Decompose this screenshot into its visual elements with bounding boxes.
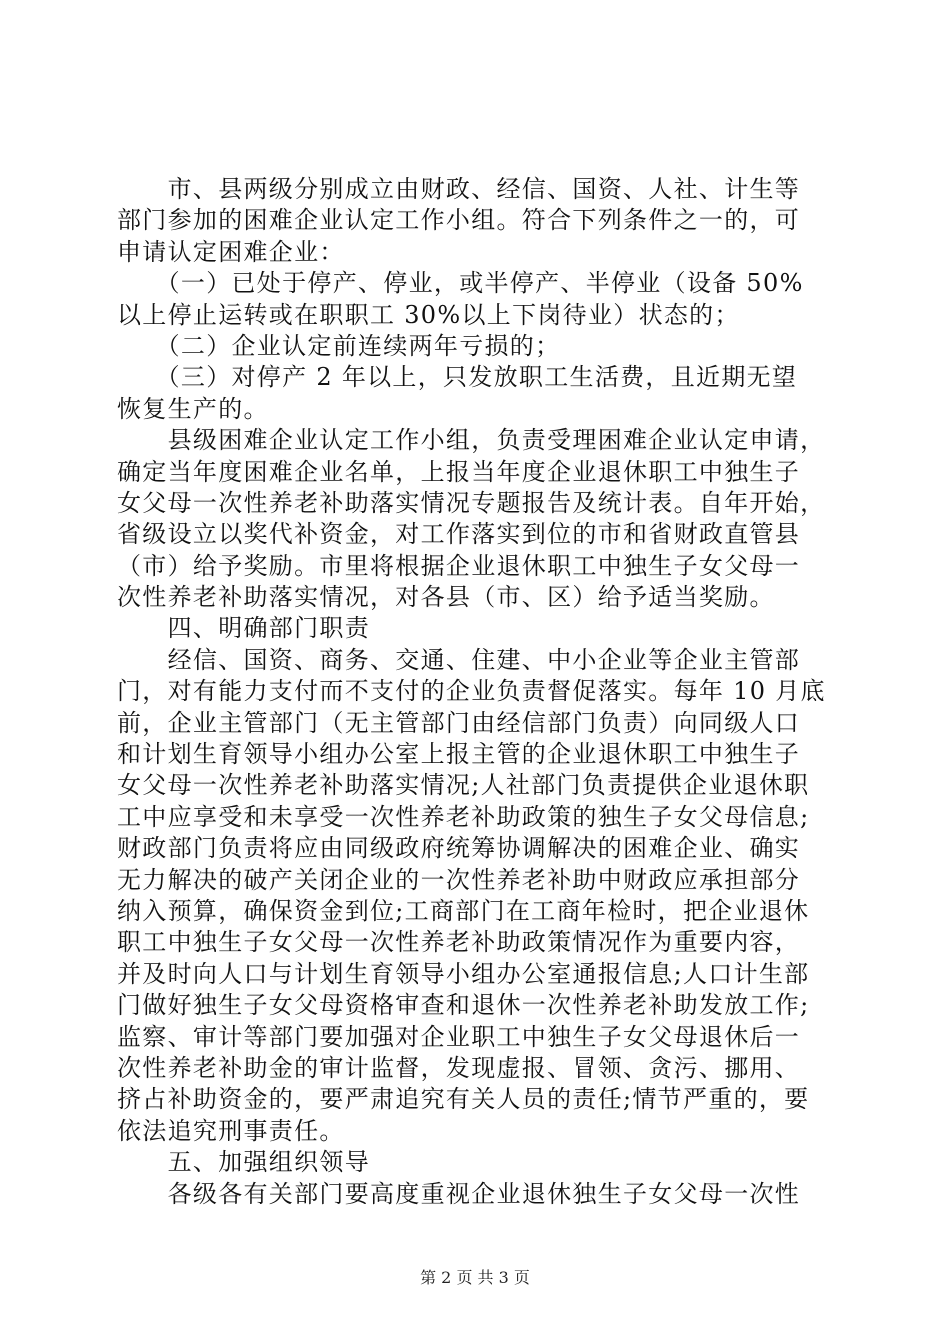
text-line: 部门参加的困难企业认定工作小组。符合下列条件之一的，可 [117,206,801,235]
text-line: 门，对有能力支付而不支付的企业负责督促落实。每年 10 月底 [117,677,826,706]
text-line: 省级设立以奖代补资金，对工作落实到位的市和省财政直管县 [117,520,801,549]
text-line: 各级各有关部门要高度重视企业退休独生子女父母一次性 [117,1179,801,1208]
text-line: 监察、审计等部门要加强对企业职工中独生子女父母退休后一 [117,1022,801,1051]
text-line: 无力解决的破产关闭企业的一次性养老补助中财政应承担部分 [117,865,801,894]
text-line: 女父母一次性养老补助落实情况;人社部门负责提供企业退休职 [117,771,810,800]
text-line: 县级困难企业认定工作小组，负责受理困难企业认定申请， [117,426,826,455]
text-line: 次性养老补助落实情况，对各县（市、区）给予适当奖励。 [117,583,775,612]
text-line: 门做好独生子女父母资格审查和退休一次性养老补助发放工作; [117,991,810,1020]
text-line: 申请认定困难企业： [117,237,345,266]
text-line: 纳入预算，确保资金到位;工商部门在工商年检时，把企业退休 [117,896,810,925]
text-line: 以上停止运转或在职职工 30%以上下岗待业）状态的； [117,300,740,329]
document-body [117,174,839,1210]
text-line: 工中应享受和未享受一次性养老补助政策的独生子女父母信息; [117,802,810,831]
text-line: （三）对停产 2 年以上，只发放职工生活费，且近期无望 [117,363,798,392]
text-line: 市、县两级分别成立由财政、经信、国资、人社、计生等 [117,175,801,203]
text-line: 挤占补助资金的，要严肃追究有关人员的责任;情节严重的，要 [117,1085,810,1114]
text-line: （二）企业认定前连续两年亏损的； [117,331,561,360]
text-line: 前，企业主管部门（无主管部门由经信部门负责）向同级人口 [117,708,801,737]
text-line: 恢复生产的。 [117,394,269,423]
text-line: 确定当年度困难企业名单，上报当年度企业退休职工中独生子 [117,457,801,486]
text-line: （市）给予奖励。市里将根据企业退休职工中独生子女父母一 [117,551,801,580]
text-line: 女父母一次性养老补助落实情况专题报告及统计表。自年开始， [117,488,826,517]
text-line: 五、加强组织领导 [117,1148,370,1177]
text-line: 依法追究刑事责任。 [117,1116,345,1145]
text-line: 并及时向人口与计划生育领导小组办公室通报信息;人口计生部 [117,959,810,988]
text-line: 和计划生育领导小组办公室上报主管的企业退休职工中独生子 [117,740,801,769]
page-footer: 第 2 页 共 3 页 [420,1268,530,1287]
text-line: 财政部门负责将应由同级政府统筹协调解决的困难企业、确实 [117,834,801,863]
text-line: 职工中独生子女父母一次性养老补助政策情况作为重要内容， [117,928,801,957]
text-line: 四、明确部门职责 [117,614,370,643]
text-line: （一）已处于停产、停业，或半停产、半停业（设备 50% [117,269,804,298]
text-line: 经信、国资、商务、交通、住建、中小企业等企业主管部 [117,645,801,674]
text-line: 次性养老补助金的审计监督，发现虚报、冒领、贪污、挪用、 [117,1053,801,1082]
